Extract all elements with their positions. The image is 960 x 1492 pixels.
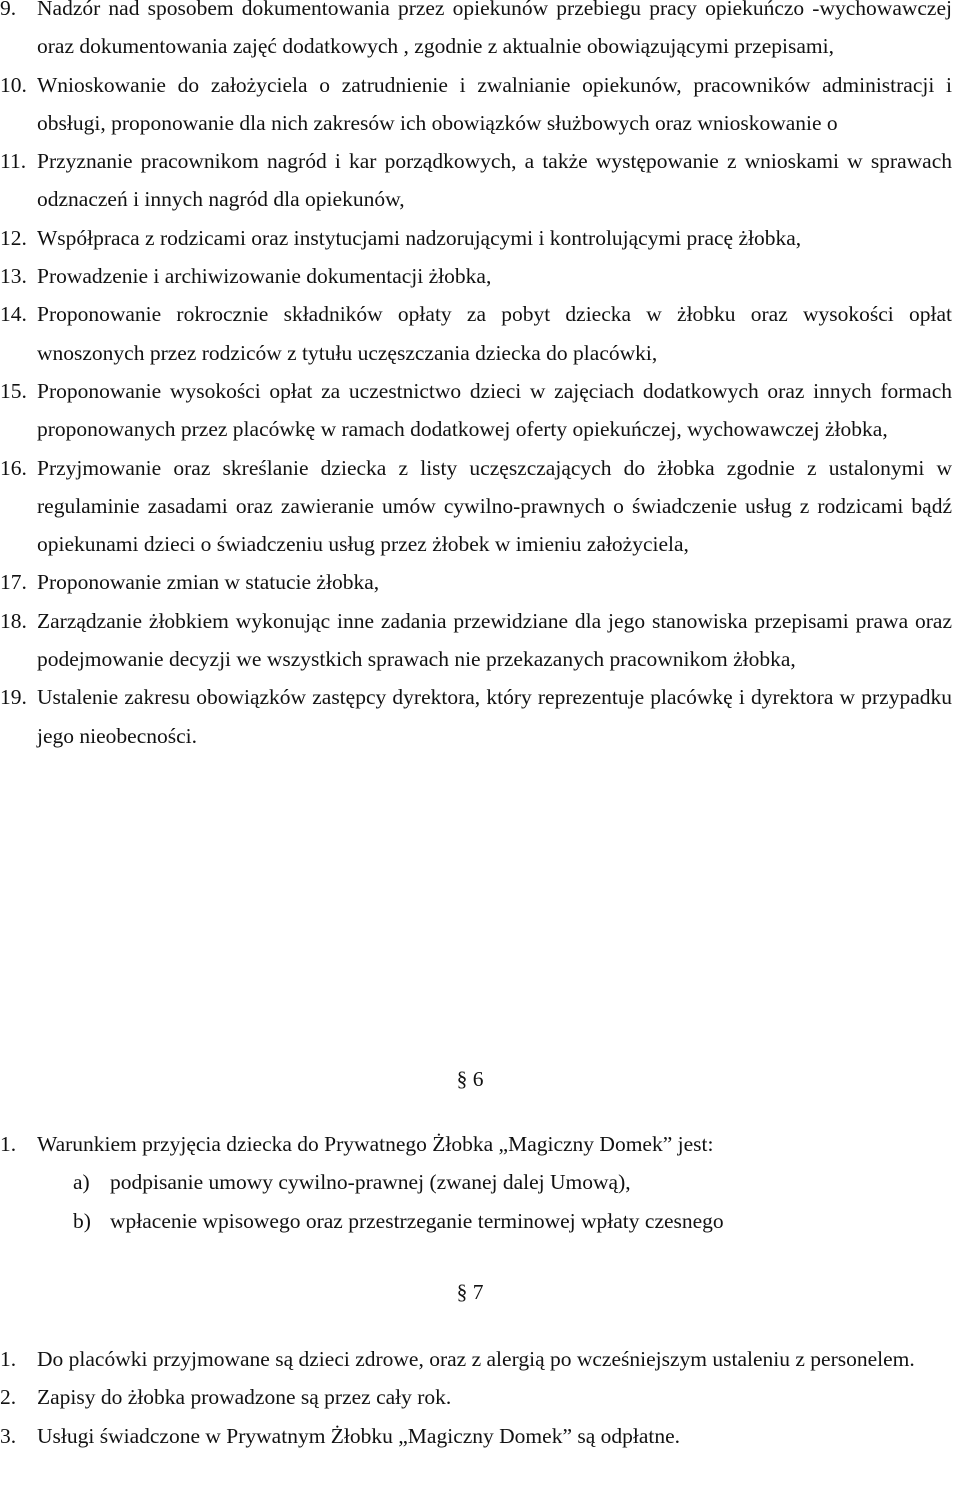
section-6-title: § 6 [456, 1067, 484, 1091]
item-number: 2. [0, 1385, 17, 1410]
sub-item-text: wpłacenie wpisowego oraz przestrzeganie terminowej wpłaty czesnego [110, 1208, 724, 1233]
sub-item-letter: a) [73, 1170, 90, 1195]
list-item [0, 449, 956, 564]
item-number: 16. [0, 455, 27, 480]
item-text: Współpraca z rodzicami oraz instytucjami nadzorującymi i kontrolującymi pracę żłobka, [37, 225, 802, 250]
list-item [0, 142, 956, 219]
list-item [0, 678, 956, 755]
item-text: Ustalenie zakresu obowiązków zastępcy dyrektora, który reprezentuje placówkę i dyrektora w przypadku jego nieobecności. [37, 685, 952, 748]
item-number: 12. [0, 225, 27, 250]
item-number: 15. [0, 378, 27, 403]
item-number: 18. [0, 608, 27, 633]
section-7-body [0, 1340, 956, 1455]
list-item [0, 66, 956, 143]
list-item [0, 257, 956, 295]
item-text: Usługi świadczone w Prywatnym Żłobku „Magiczny Domek” są odpłatne. [37, 1423, 681, 1448]
item-text: Zapisy do żłobka prowadzone są przez cały rok. [37, 1385, 452, 1410]
item-number: 11. [0, 149, 27, 174]
item-text: Wnioskowanie do założyciela o zatrudnienie i zwalnianie opiekunów, pracowników administracji i obsługi, proponowanie dla nich zakresów ich obowiązków służbowych oraz wnioskowanie o [37, 72, 952, 135]
item-text: Zarządzanie żłobkiem wykonując inne zadania przewidziane dla jego stanowiska przepisami prawa oraz podejmowanie decyzji we wszystkich sprawach nie przekazanych pracownikom żłobka, [37, 608, 952, 672]
item-number: 14. [0, 302, 27, 327]
item-text: Przyznanie pracownikom nagród i kar porządkowych, a także występowanie z wnioskami w sprawach odznaczeń i innych nagród dla opiekunów, [37, 149, 952, 212]
item-number: 17. [0, 570, 27, 595]
list-item [0, 0, 956, 66]
item-number: 9. [0, 0, 17, 20]
item-text: Do placówki przyjmowane są dzieci zdrowe, oraz z alergią po wcześniejszym ustaleniu z personelem. [37, 1347, 915, 1371]
item-number: 3. [0, 1423, 17, 1448]
list-item [0, 602, 956, 679]
sub-item-text: podpisanie umowy cywilno-prawnej (zwanej dalej Umową), [110, 1170, 631, 1195]
item-text: Prowadzenie i archiwizowanie dokumentacji żłobka, [37, 264, 492, 289]
list-item [0, 563, 956, 601]
item-number: 1. [0, 1347, 17, 1371]
item-text: Nadzór nad sposobem dokumentowania przez opiekunów przebiegu pracy opiekuńczo -wychowawczej oraz dokumentowania zajęć dodatkowych , zgodnie z aktualnie obowiązującymi przepisami, [37, 0, 952, 59]
item-number: 10. [0, 72, 27, 97]
sub-list-item [0, 1202, 956, 1240]
list-item [0, 295, 956, 372]
item-number: 13. [0, 264, 27, 289]
item-text: Przyjmowanie oraz skreślanie dziecka z listy uczęszczających do żłobka zgodnie z ustalonymi w regulaminie zasadami oraz zawieranie umów cywilno-prawnych o świadczenie usług z rodzicami bądź opiekunami dzieci o świadczeniu usług przez żłobek w imieniu założyciela, [37, 455, 952, 557]
item-number: 1. [0, 1132, 17, 1156]
list-item [0, 219, 956, 257]
item-text: Proponowanie zmian w statucie żłobka, [37, 570, 380, 595]
section-6-body [0, 1125, 956, 1240]
item-text: Warunkiem przyjęcia dziecka do Prywatnego Żłobka „Magiczny Domek” jest: [37, 1132, 714, 1156]
list-item [0, 1417, 956, 1455]
sub-list-item [0, 1163, 956, 1201]
item-number: 19. [0, 685, 27, 710]
item-text: Proponowanie rokrocznie składników opłaty za pobyt dziecka w żłobku oraz wysokości opłat wnoszonych przez rodziców z tytułu uczęszczania dziecka do placówki, [37, 302, 952, 365]
list-item [0, 1340, 956, 1378]
item-text: Proponowanie wysokości opłat za uczestnictwo dzieci w zajęciach dodatkowych oraz innych formach proponowanych przez placówkę w ramach dodatkowej oferty opiekuńczej, wychowawczej żłobka, [37, 378, 952, 442]
list-item [0, 372, 956, 449]
sub-item-letter: b) [73, 1208, 91, 1233]
list-item [0, 1378, 956, 1416]
section-7-title: § 7 [456, 1280, 484, 1304]
list-item [0, 1125, 956, 1163]
